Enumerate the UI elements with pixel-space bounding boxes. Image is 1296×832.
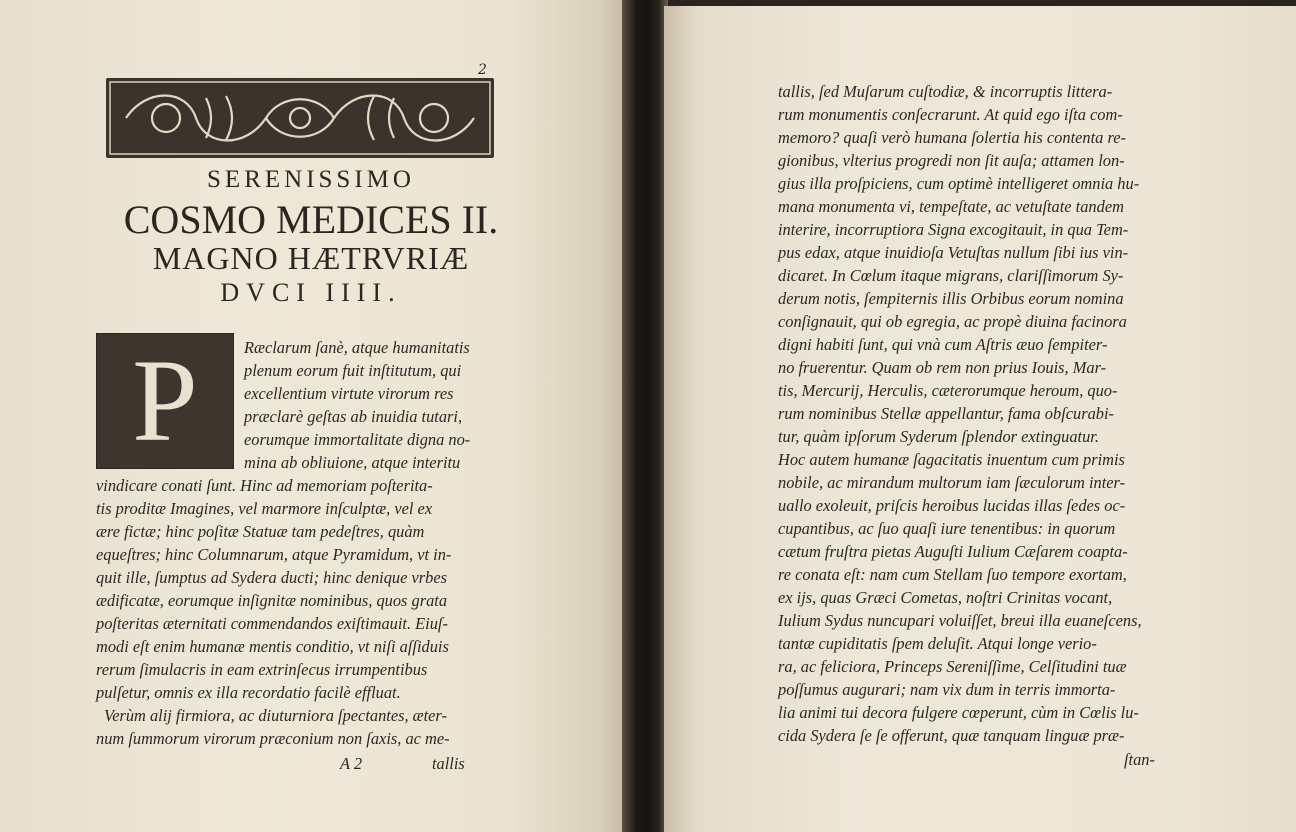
left-text-line: plenum eorum fuit inſtitutum, qui [244,361,462,380]
right-text-line: tur, quàm ipſorum Syderum ſplendor extinguatur. [778,427,1099,446]
right-text-line: tis, Mercurij, Herculis, cæterorumque heroum, quo- [778,381,1118,400]
right-text-line: poſſumus augurari; nam vix dum in terris immorta- [778,680,1116,699]
left-text-line: excellentium virtute virorum res [244,384,454,403]
right-text-line: rum monumentis conſecrarunt. At quid ego iſta com- [778,105,1123,124]
right-text-line: tallis, ſed Muſarum cuſtodiæ, & incorruptis littera- [778,82,1113,101]
right-text-line: digni habiti ſunt, qui vnà cum Aſtris æuo ſempiter- [778,335,1108,354]
right-text-line: tantæ cupiditatis ſpem deluſit. Atqui longe verio- [778,634,1097,653]
catchword: ſtan- [1124,750,1155,769]
left-text-line: equeſtres; hinc Columnarum, atque Pyramidum, vt in- [96,545,452,564]
left-text-line: ære fictæ; hinc poſitæ Statuæ tam pedeſtres, quàm [96,522,425,541]
right-text-line: gionibus, vlterius progredi non ſit auſa; attamen lon- [778,151,1125,170]
book-gutter [622,0,668,832]
right-text-line: derum notis, ſempiternis illis Orbibus eorum nomina [778,289,1124,308]
decorated-initial [96,333,234,469]
left-text-line: Ræclarum ſanè, atque humanitatis [244,338,470,357]
right-text-line: no fruerentur. Quam ob rem non prius Iouis, Mar- [778,358,1107,377]
right-text-line: memoro? quaſi verò humana ſolertia his contenta re- [778,128,1126,147]
right-text-line: mana monumenta vi, tempeſtate, ac vetuſtate tandem [778,197,1124,216]
decorative-headpiece [106,78,494,158]
right-text-line: Hoc autem humanæ ſagacitatis inuentum cum primis [778,450,1125,469]
right-page [664,6,1296,832]
left-page [0,0,626,832]
left-text-line: poſteritas æternitati commendandos exiſtimauit. Eiuſ- [96,614,448,633]
dedication-line-3: MAGNO HÆTRVRIÆ [152,240,470,276]
left-text-line: num ſummorum virorum præconium non ſaxis, ac me- [96,729,450,748]
right-text-line: re conata eſt: nam cum Stellam ſuo tempore exortam, [778,565,1127,584]
right-text-line: ex ijs, quas Græci Cometas, noſtri Crinitas vocant, [778,588,1113,607]
left-text-line: præclarè geſtas ab inuidia tutari, [244,407,463,426]
right-text-line: interire, incorruptiora Signa excogitauit, in qua Tem- [778,220,1129,239]
dedication-line-4: DVCI IIII. [220,278,402,307]
right-text-line: uallo exoleuit, priſcis heroibus lucidas illas ſedes oc- [778,496,1126,515]
left-text-line: pulſetur, omnis ex illa recordatio facilè effluat. [96,683,401,702]
dedication-line-2: COSMO MEDICES II. [123,197,499,242]
left-text-line: quit ille, ſumptus ad Sydera ducti; hinc denique vrbes [96,568,447,587]
left-text-line: tis proditæ Imagines, vel marmore inſculptæ, vel ex [96,499,433,518]
left-text-line: Verùm alij firmiora, ac diuturniora ſpectantes, æter- [104,706,447,725]
left-text-line: mina ab obliuione, atque interitu [244,453,461,472]
right-text-line: Iulium Sydus nuncupari voluiſſet, breui illa euaneſcens, [778,611,1142,630]
right-text-line: conſignauit, qui ob egregia, ac propè diuina facinora [778,312,1127,331]
right-text-line: cætum fruſtra pietas Auguſti Iulium Cæſarem coapta- [778,542,1128,561]
signature-mark: A 2 [340,754,363,773]
left-text-line: ædificatæ, eorumque inſignitæ nominibus, quos grata [96,591,448,610]
right-text-line: dicaret. In Cœlum itaque migrans, clariſſimorum Sy- [778,266,1124,285]
catchword: tallis [432,754,465,773]
dedication-line-1: SERENISSIMO [207,166,415,193]
left-text-line: eorumque immortalitate digna no- [244,430,471,449]
right-text-line: ra, ac feliciora, Princeps Sereniſſime, Celſitudini tuæ [778,657,1127,676]
left-text-line: vindicare conati ſunt. Hinc ad memoriam poſterita- [96,476,433,495]
right-text-line: rum nominibus Stellæ appellantur, fama obſcurabi- [778,404,1115,423]
right-text-line: cida Sydera ſe ſe offerunt, quæ tanquam linguæ præ- [778,726,1125,745]
right-text-line: pus edax, atque inuidioſa Vetuſtas nullum ſibi ius vin- [778,243,1129,262]
right-text-line: gius illa proſpiciens, cum optimè intelligeret omnia hu- [778,174,1140,193]
right-text-line: cupantibus, ac ſuo quaſi iure tenentibus: in quorum [778,519,1116,538]
right-text-line: lia animi tui decora fulgere cœperunt, cùm in Cœlis lu- [778,703,1139,722]
left-text-line: modi eſt enim humanæ mentis conditio, vt niſi aſſiduis [96,637,449,656]
folio-number: 2 [478,62,487,78]
right-text-line: nobile, ac mirandum multorum iam ſæculorum inter- [778,473,1126,492]
initial-letter: P [132,335,198,466]
left-text-line: rerum ſimulacris in eam extrinſecus irrumpentibus [96,660,428,679]
